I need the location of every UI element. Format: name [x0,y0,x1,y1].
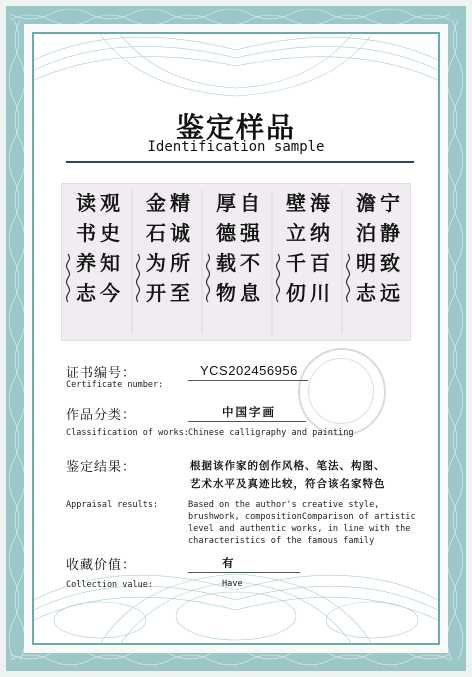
calligraphy-character: 不 [240,251,260,275]
appraisal-label-cn: 鉴定结果： [66,460,137,475]
calligraphy-character: 德 [216,221,236,245]
classification-underline [188,421,306,422]
appraisal-value-en-1: Based on the author's creative style, [188,500,380,510]
calligraphy-character: 厚 [216,191,236,215]
calligraphy-character: 泊 [356,221,376,245]
calligraphy-character: 载 [216,251,236,275]
calligraphy-character: 立 [286,221,306,245]
calligraphy-character: 纳 [310,221,330,245]
calligraphy-character: 读 [76,191,96,215]
page-title: 鉴定样品 [175,111,296,144]
calligraphy-character: 志 [356,281,376,305]
calligraphy-character: 明 [356,251,376,275]
calligraphy-character: 静 [380,221,400,245]
calligraphy-character: 物 [216,281,236,305]
classification-label-en: Classification of works: [66,428,189,438]
appraisal-label-en: Appraisal results: [66,500,159,510]
classification-label-cn: 作品分类： [66,408,137,423]
calligraphy-character: 壁 [286,191,306,215]
calligraphy-character: 仞 [286,281,306,305]
collection-value-cn: 有 [222,556,236,570]
calligraphy-character: 澹 [356,191,376,215]
calligraphy-artwork [62,184,410,340]
calligraphy-character: 为 [146,251,166,275]
page-subtitle: Identification sample [147,139,325,155]
artist-signature [67,254,70,302]
seal-stamp [298,348,386,436]
collection-value-en: Have [222,579,243,589]
appraisal-value-en-2: brushwork, compositionComparison of artistic [188,512,416,522]
calligraphy-character: 精 [170,191,190,215]
calligraphy-character: 宁 [380,191,400,215]
artist-signature [207,254,210,302]
collection-label-cn: 收藏价值： [66,558,137,573]
calligraphy-character: 自 [240,191,260,215]
calligraphy-character: 致 [380,251,400,275]
certificate-label-cn: 证书编号： [66,366,137,381]
calligraphy-character: 百 [310,251,330,275]
calligraphy-character: 知 [100,251,120,275]
classification-value-en: Chinese calligraphy and painting [188,428,354,438]
appraisal-value-cn-2: 艺术水平及真迹比较，符合该名家特色 [190,478,386,490]
artist-signature [137,254,140,302]
classification-value-cn: 中国字画 [222,405,276,419]
calligraphy-character: 川 [310,281,330,305]
calligraphy-character: 息 [240,281,260,305]
certificate-number: YCS202456956 [200,363,298,378]
certificate-underline [188,380,308,381]
artist-signature [277,254,280,302]
calligraphy-character: 诚 [170,221,190,245]
calligraphy-character: 至 [170,281,190,305]
artist-signature [347,254,350,302]
calligraphy-character: 史 [100,221,120,245]
calligraphy-character: 志 [76,281,96,305]
calligraphy-character: 海 [310,191,330,215]
calligraphy-character: 强 [240,221,260,245]
calligraphy-character: 书 [76,221,96,245]
calligraphy-character: 千 [286,251,306,275]
calligraphy-character: 养 [76,251,96,275]
collection-underline [188,572,300,573]
calligraphy-character: 观 [100,191,120,215]
calligraphy-character: 金 [146,191,166,215]
calligraphy-character: 所 [170,251,190,275]
calligraphy-character: 石 [146,221,166,245]
appraisal-value-en-4: characteristics of the famous family [188,536,375,546]
appraisal-value-en-3: level and authentic works, in line with the [188,524,411,534]
certificate-label-en: Certificate number: [66,380,164,390]
appraisal-value-cn-1: 根据该作家的创作风格、笔法、构图、 [190,460,386,472]
calligraphy-character: 今 [100,281,120,305]
collection-label-en: Collection value: [66,580,153,590]
title-divider [66,161,414,163]
calligraphy-character: 远 [380,281,400,305]
calligraphy-character: 开 [146,281,166,305]
